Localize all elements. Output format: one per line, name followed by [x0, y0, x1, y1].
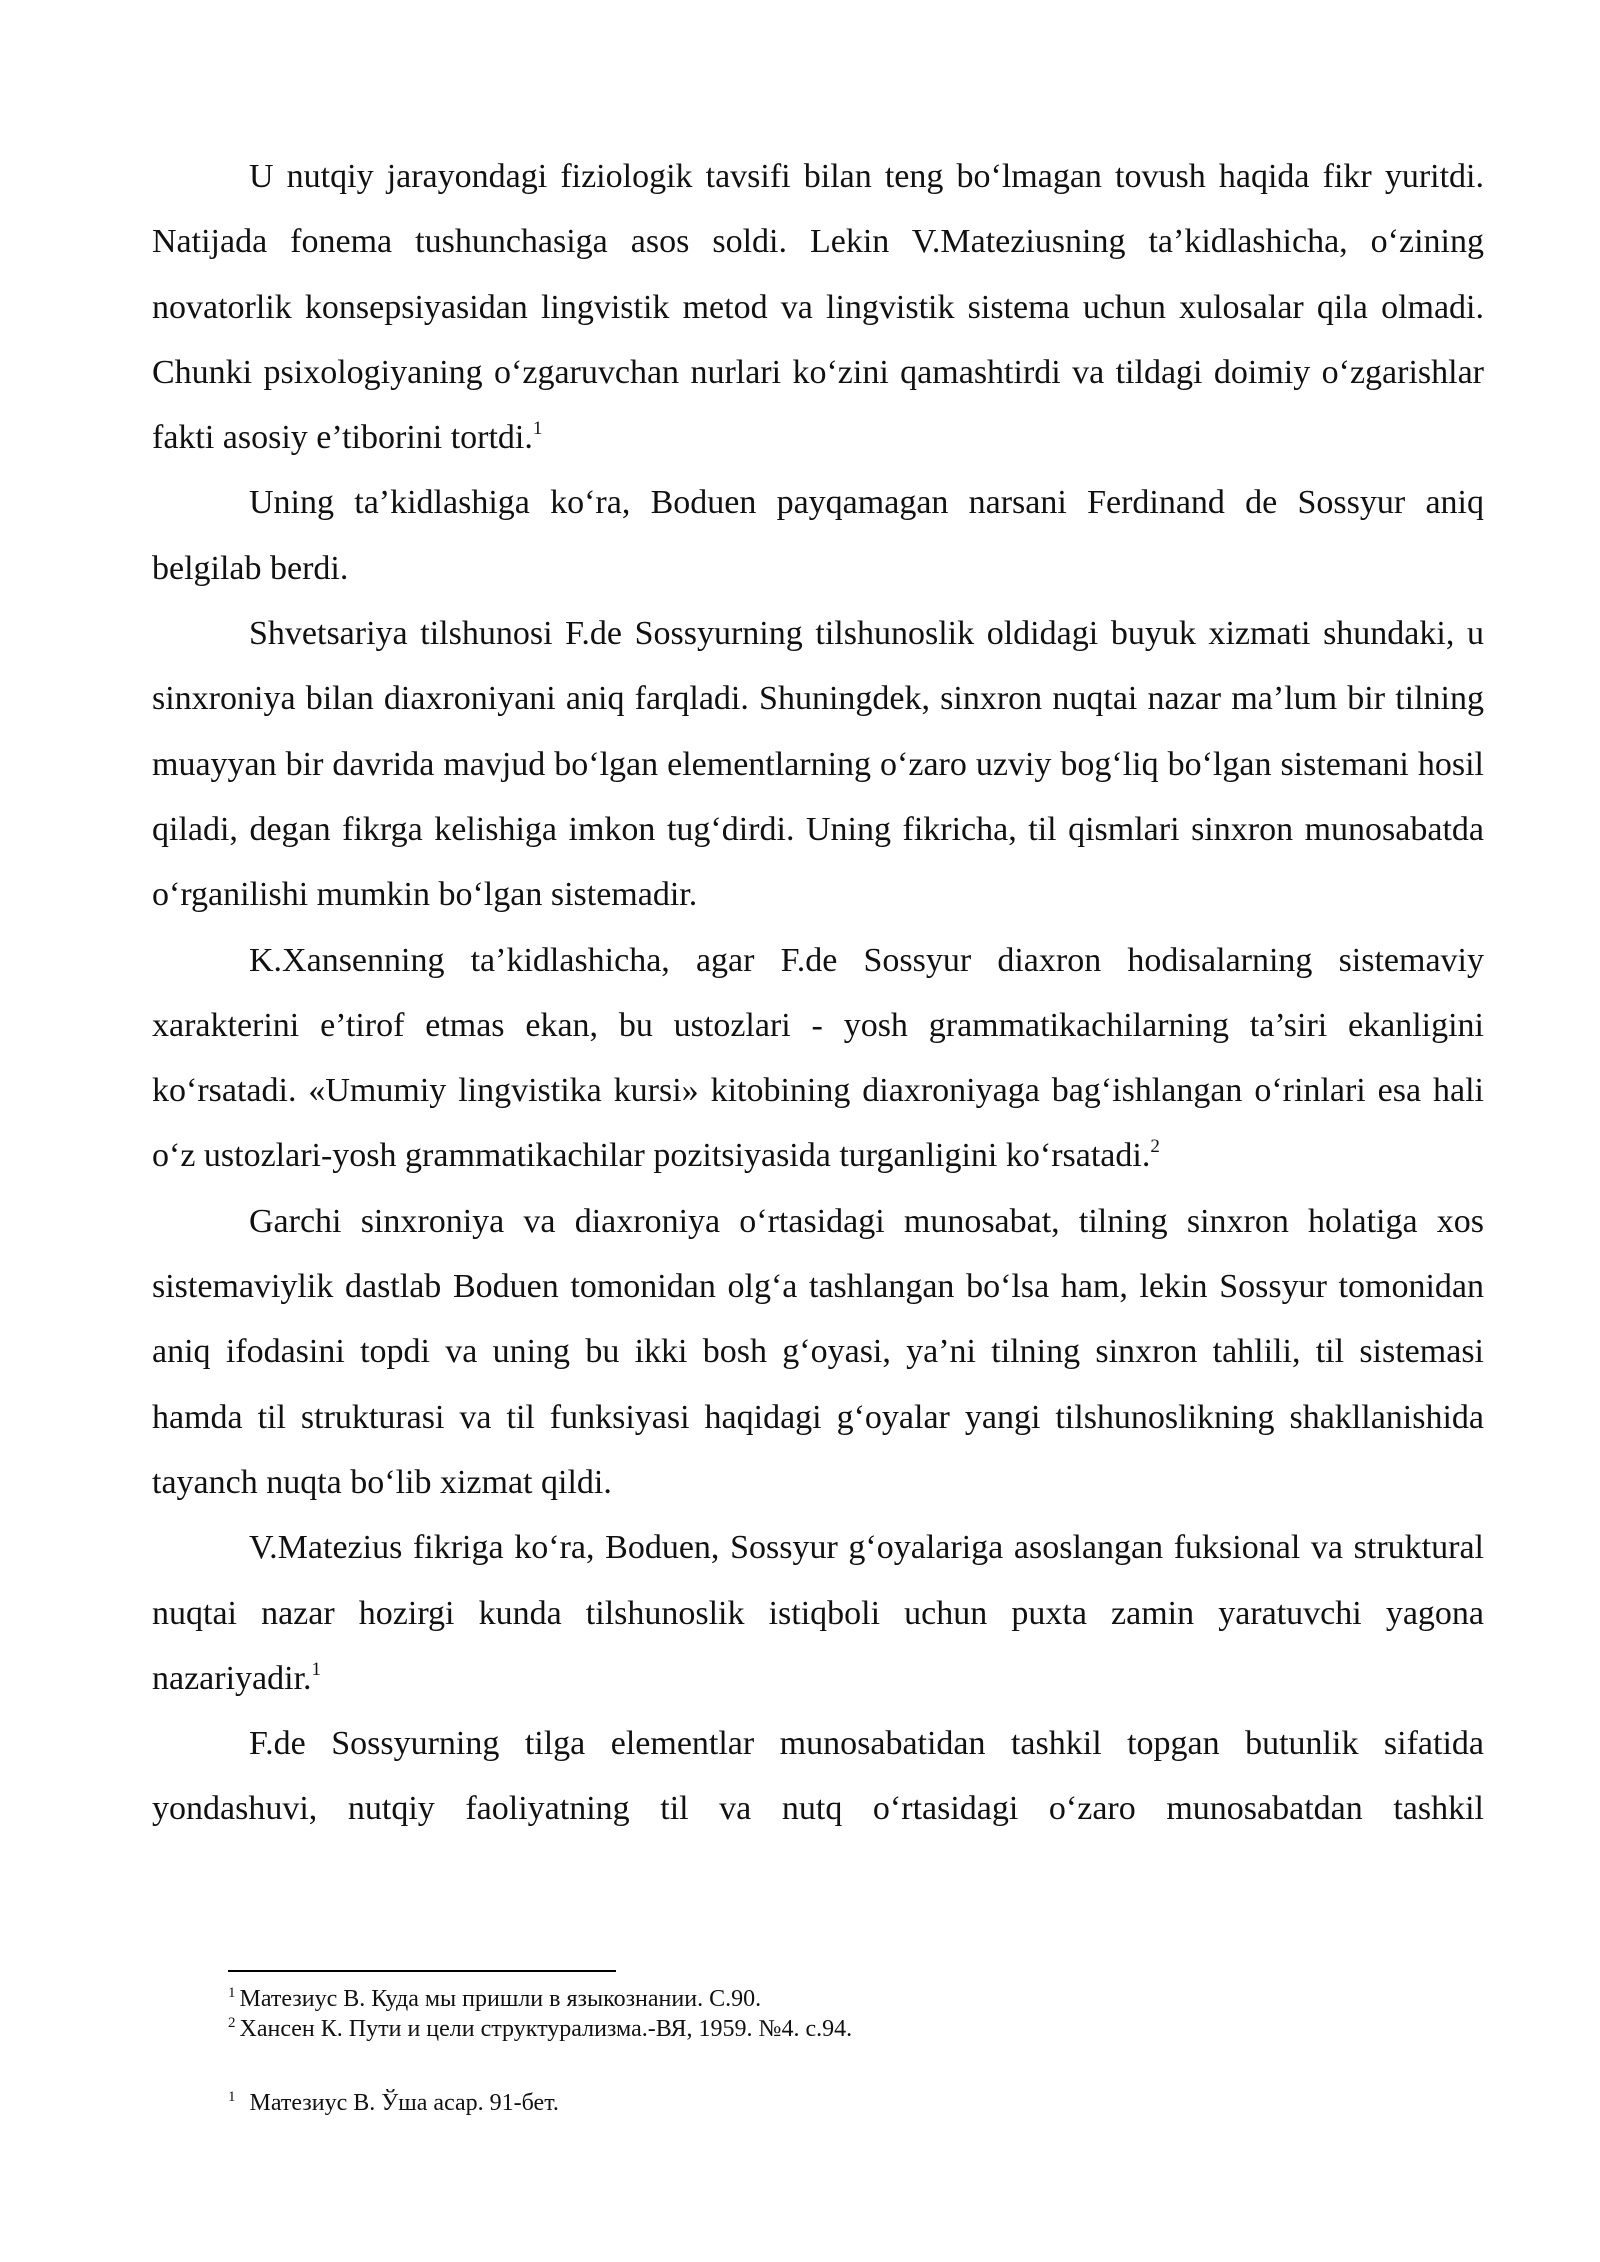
- paragraph: [152, 928, 1484, 1189]
- paragraph: [152, 470, 1484, 601]
- paragraph: [152, 1189, 1484, 1515]
- footnote-text: Матезиус В. Ўша асар. 91-бет.: [249, 2090, 559, 2116]
- footnote-ref[interactable]: 1: [532, 417, 543, 439]
- body-text: [152, 144, 1484, 1842]
- paragraph-text: Garchi sinxroniya va diaxroniya o‘rtasidagi munosabat, tilning sinxron holatiga xos sistemaviylik dastlab Boduen tomonidan olg‘a tashlangan bo‘lsa ham, lekin Sossyur tomonidan aniq ifodasini topdi va uning bu ikki bosh g‘oyasi, ya’ni tilning sinxron tahlili, til sistemasi hamda til strukturasi va til funksiyasi haqidagi g‘oyalar yangi tilshunoslikning shakllanishida tayanch nuqta bo‘lib xizmat qildi.: [152, 1202, 1484, 1501]
- footnotes: [228, 1984, 1484, 2118]
- footnote-text: Матезиус В. Куда мы пришли в языкознании. С.90.: [239, 1986, 762, 2012]
- footnote-ref[interactable]: 2: [1150, 1136, 1160, 1158]
- paragraph-text: Shvetsariya tilshunosi F.de Sossyurning tilshunoslik oldidagi buyuk xizmati shundaki, u sinxroniya bilan diaxroniyani aniq farqladi. Shuningdek, sinxron nuqtai nazar ma’lum bir tilning muayyan bir davrida mavjud bo‘lgan elementlarning o‘zaro uzviy bog‘liq bo‘lgan sistemani hosil qiladi, degan fikrga kelishiga imkon tug‘dirdi. Uning fikricha, til qismlari sinxron munosabatda o‘rganilishi mumkin bo‘lgan sistemadir.: [152, 615, 1484, 914]
- paragraph-text: Uning ta’kidlashiga ko‘ra, Boduen payqamagan narsani Ferdinand de Sossyur aniq belgilab berdi.: [152, 484, 1484, 587]
- paragraph-text: U nutqiy jarayondagi fiziologik tavsifi bilan teng bo‘lmagan tovush haqida fikr yuritdi. Natijada fonema tushunchasiga asos soldi. Lekin V.Mateziusning ta’kidlashicha, o‘zining novatorlik konsepsiyasidan lingvistik metod va lingvistik sistema uchun xulosalar qila olmadi. Chunki psixologiyaning o‘zgaruvchan nurlari ko‘zini qamashtirdi va tildagi doimiy o‘zgarishlar fakti asosiy e’tiborini tortdi.: [152, 158, 1484, 457]
- paragraph: [152, 601, 1484, 927]
- paragraph: [152, 144, 1484, 470]
- footnote: [228, 2014, 1484, 2044]
- paragraph: [152, 1515, 1484, 1711]
- paragraph-text: F.de Sossyurning tilga elementlar munosabatidan tashkil topgan butunlik sifatida yondashuvi, nutqiy faoliyatning til va nutq o‘rtasidagi o‘zaro munosabatdan tashkil: [152, 1725, 1484, 1828]
- footnote: [228, 1984, 1484, 2014]
- paragraph-text: V.Matezius fikriga ko‘ra, Boduen, Sossyur g‘oyalariga asoslangan fuksional va struktural nuqtai nazar hozirgi kunda tilshunoslik istiqboli uchun puxta zamin yaratuvchi yagona nazariyadir.: [152, 1529, 1484, 1697]
- footnote-text: Хансен К. Пути и цели структурализма.-ВЯ, 1959. №4. с.94.: [239, 2016, 853, 2042]
- footnote-number: 1: [228, 1985, 236, 2001]
- footnote-number: 1: [228, 2089, 236, 2105]
- paragraph: [152, 1711, 1484, 1842]
- footnote-number: 2: [228, 2015, 236, 2031]
- footnote-ref[interactable]: 1: [311, 1658, 322, 1680]
- footnote: [228, 2088, 1484, 2118]
- footnote-separator: [228, 1970, 616, 1972]
- paragraph-text: K.Xansenning ta’kidlashicha, agar F.de Sossyur diaxron hodisalarning sistemaviy xarakterini e’tirof etmas ekan, bu ustozlari - yosh grammatikachilarning ta’siri ekanligini ko‘rsatadi. «Umumiy lingvistika kursi» kitobining diaxroniyaga bag‘ishlangan o‘rinlari esa hali o‘z ustozlari-yosh grammatikachilar pozitsiyasida turganligini ko‘rsatadi.: [152, 941, 1484, 1175]
